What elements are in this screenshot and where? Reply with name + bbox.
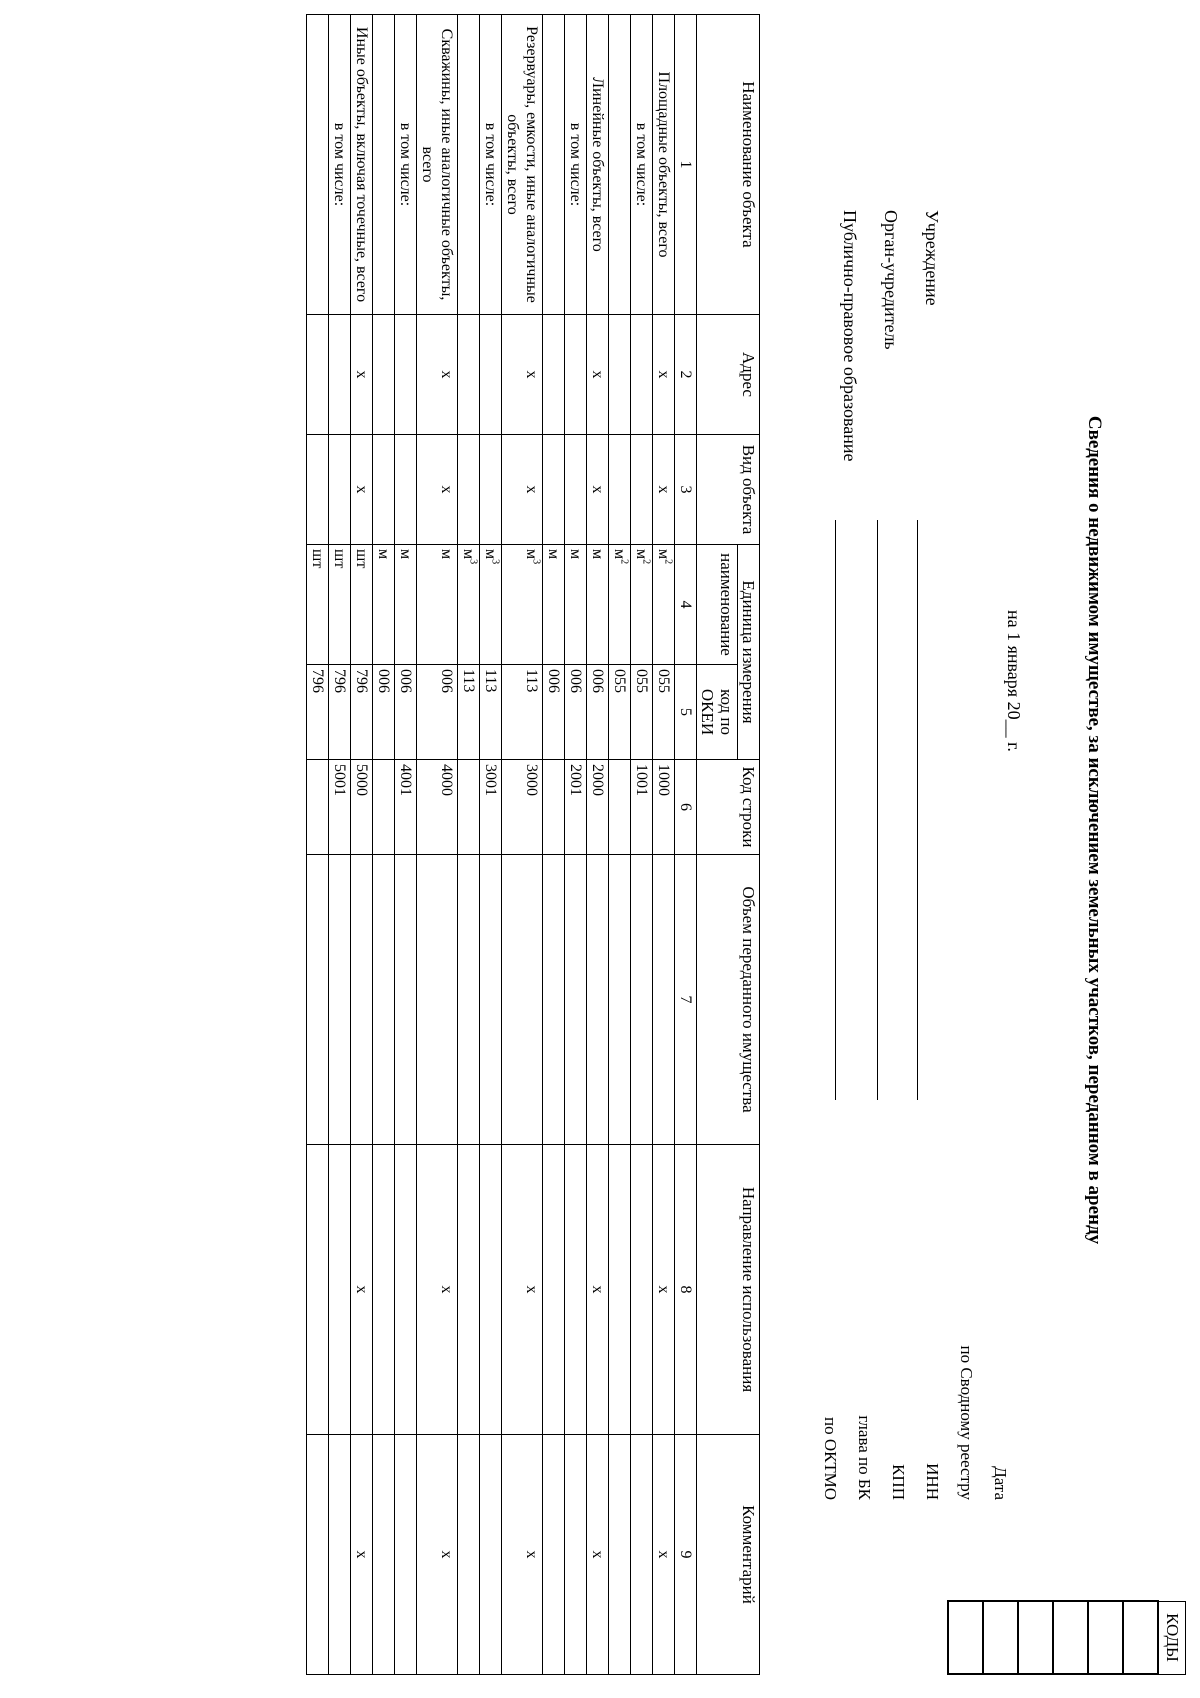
unit-superscript: 2 <box>640 559 652 565</box>
table-cell[interactable] <box>395 315 417 435</box>
table-cell[interactable] <box>395 435 417 545</box>
table-cell: 006 <box>543 665 565 760</box>
table-cell[interactable] <box>543 1435 565 1675</box>
table-cell: х <box>502 1145 543 1435</box>
table-row <box>307 15 329 1675</box>
table-cell[interactable] <box>307 1435 329 1675</box>
table-cell: в том числе: <box>329 15 351 315</box>
table-row <box>458 15 480 1675</box>
table-cell: 2000 <box>587 760 609 855</box>
th-okei: код по ОКЕИ <box>697 665 738 760</box>
table-cell: х <box>587 315 609 435</box>
table-cell: 796 <box>329 665 351 760</box>
founder-label: Орган-учредитель <box>881 210 901 350</box>
code-cell-bk[interactable] <box>983 1601 1018 1674</box>
table-cell: 055 <box>631 665 653 760</box>
table-cell[interactable] <box>458 15 480 315</box>
table-cell: х <box>653 435 675 545</box>
founder-field-line[interactable] <box>877 520 878 1100</box>
table-cell: 113 <box>502 665 543 760</box>
table-cell[interactable] <box>329 435 351 545</box>
th-name: Наименование объекта <box>697 15 760 315</box>
table-cell[interactable] <box>307 760 329 855</box>
table-cell: $м^3$ <box>458 545 480 665</box>
table-cell[interactable] <box>587 855 609 1145</box>
column-number: 6 <box>675 760 697 855</box>
table-cell: х <box>502 315 543 435</box>
table-cell: в том числе: <box>565 15 587 315</box>
table-cell: х <box>587 1145 609 1435</box>
table-cell: х <box>351 315 373 435</box>
table-cell: м <box>543 545 565 665</box>
column-number: 8 <box>675 1145 697 1435</box>
table-cell: х <box>502 435 543 545</box>
column-number-row <box>675 15 697 1675</box>
table-cell: м <box>373 545 395 665</box>
table-cell: 006 <box>587 665 609 760</box>
table-cell: 5001 <box>329 760 351 855</box>
table-cell: 796 <box>307 665 329 760</box>
table-cell[interactable] <box>458 1435 480 1675</box>
table-cell[interactable] <box>307 435 329 545</box>
table-cell[interactable] <box>373 855 395 1145</box>
table-cell[interactable] <box>565 1435 587 1675</box>
table-row <box>587 15 609 1675</box>
code-cell-inn[interactable] <box>1053 1601 1088 1674</box>
form-title: Сведения о недвижимом имуществе, за исключением земельных участков, переданном в аренду <box>1084 415 1105 1245</box>
table-cell[interactable] <box>543 435 565 545</box>
table-cell[interactable] <box>543 1145 565 1435</box>
table-cell[interactable] <box>480 1145 502 1435</box>
table-cell[interactable] <box>543 760 565 855</box>
table-cell: шт <box>307 545 329 665</box>
unit-superscript: 2 <box>618 559 630 565</box>
table-cell[interactable] <box>417 855 458 1145</box>
table-cell: 1001 <box>631 760 653 855</box>
table-cell[interactable] <box>565 1145 587 1435</box>
table-cell: 006 <box>565 665 587 760</box>
table-cell[interactable] <box>480 435 502 545</box>
table-cell: м <box>395 545 417 665</box>
table-cell[interactable] <box>609 315 631 435</box>
table-cell[interactable] <box>480 1435 502 1675</box>
table-cell: х <box>351 1145 373 1435</box>
codes-table <box>947 1600 1186 1675</box>
code-cell-kpp[interactable] <box>1018 1601 1053 1674</box>
table-cell[interactable] <box>373 315 395 435</box>
table-cell: х <box>587 435 609 545</box>
table-cell: 3000 <box>502 760 543 855</box>
table-cell: 055 <box>609 665 631 760</box>
table-cell[interactable] <box>458 1145 480 1435</box>
table-cell: 006 <box>417 665 458 760</box>
table-cell: х <box>653 315 675 435</box>
code-cell-oktmo[interactable] <box>948 1601 983 1674</box>
th-unit-name: наименование <box>697 545 738 665</box>
table-row <box>543 15 565 1675</box>
table-cell: х <box>502 1435 543 1675</box>
table-cell: х <box>417 1145 458 1435</box>
th-comment: Комментарий <box>697 1435 760 1675</box>
table-cell: м <box>565 545 587 665</box>
table-cell[interactable] <box>307 1145 329 1435</box>
table-cell: шт <box>351 545 373 665</box>
table-cell[interactable] <box>609 855 631 1145</box>
table-cell[interactable] <box>373 1145 395 1435</box>
th-type: Вид объекта <box>697 435 760 545</box>
table-cell: х <box>417 435 458 545</box>
table-cell: 055 <box>653 665 675 760</box>
table-cell[interactable] <box>502 855 543 1145</box>
table-row <box>653 15 675 1675</box>
table-cell: х <box>351 435 373 545</box>
table-cell[interactable] <box>565 315 587 435</box>
table-cell[interactable] <box>373 435 395 545</box>
table-cell[interactable] <box>480 315 502 435</box>
code-label-bk: глава по БК <box>855 1415 874 1500</box>
code-label-oktmo: по ОКТМО <box>821 1416 840 1500</box>
table-row <box>480 15 502 1675</box>
table-row <box>351 15 373 1675</box>
table-cell: м <box>587 545 609 665</box>
report-date: на 1 января 20__ г. <box>1004 610 1024 752</box>
table-cell: Резервуары, емкости, иные аналогичные объекты, всего <box>502 15 543 315</box>
column-number: 5 <box>675 665 697 760</box>
table-cell: 5000 <box>351 760 373 855</box>
table-cell: 006 <box>373 665 395 760</box>
table-cell[interactable] <box>631 1435 653 1675</box>
table-cell: Линейные объекты, всего <box>587 15 609 315</box>
table-cell[interactable] <box>543 855 565 1145</box>
table-cell[interactable] <box>395 1145 417 1435</box>
table-cell[interactable] <box>631 315 653 435</box>
table-cell[interactable] <box>631 435 653 545</box>
unit-superscript: 3 <box>489 559 501 565</box>
table-row <box>502 15 543 1675</box>
code-cell-registry[interactable] <box>1088 1601 1123 1674</box>
table-cell: Площадные объекты, всего <box>653 15 675 315</box>
table-cell: х <box>417 315 458 435</box>
table-cell: 4001 <box>395 760 417 855</box>
table-cell[interactable] <box>329 315 351 435</box>
th-direction: Направление использования <box>697 1145 760 1435</box>
column-number: 3 <box>675 435 697 545</box>
table-cell[interactable] <box>631 855 653 1145</box>
code-label-date: Дата <box>991 1466 1010 1500</box>
table-cell: 3001 <box>480 760 502 855</box>
table-cell: $м^3$ <box>480 545 502 665</box>
column-number: 4 <box>675 545 697 665</box>
table-cell[interactable] <box>631 1145 653 1435</box>
table-cell[interactable] <box>307 855 329 1145</box>
institution-label: Учреждение <box>922 210 942 306</box>
table-cell: $м^3$ <box>502 545 543 665</box>
table-cell: Иные объекты, включая точечные, всего <box>351 15 373 315</box>
table-cell: х <box>351 1435 373 1675</box>
table-cell: $м^2$ <box>609 545 631 665</box>
table-cell[interactable] <box>373 760 395 855</box>
table-cell: в том числе: <box>480 15 502 315</box>
table-cell[interactable] <box>458 760 480 855</box>
table-cell[interactable] <box>329 1145 351 1435</box>
table-cell: $м^2$ <box>631 545 653 665</box>
th-address: Адрес <box>697 315 760 435</box>
codes-header: КОДЫ <box>1158 1601 1186 1674</box>
table-cell[interactable] <box>329 855 351 1145</box>
table-cell: х <box>653 1435 675 1675</box>
table-cell: м <box>417 545 458 665</box>
table-cell[interactable] <box>609 435 631 545</box>
table-cell[interactable] <box>543 15 565 315</box>
column-number: 2 <box>675 315 697 435</box>
table-cell[interactable] <box>458 855 480 1145</box>
table-cell[interactable] <box>307 315 329 435</box>
table-cell[interactable] <box>458 315 480 435</box>
table-row <box>631 15 653 1675</box>
table-row <box>373 15 395 1675</box>
unit-superscript: 3 <box>467 559 479 565</box>
table-cell[interactable] <box>609 1435 631 1675</box>
unit-superscript: 2 <box>662 559 674 565</box>
table-cell[interactable] <box>373 1435 395 1675</box>
table-cell: в том числе: <box>631 15 653 315</box>
table-cell[interactable] <box>653 855 675 1145</box>
table-row <box>609 15 631 1675</box>
table-cell: шт <box>329 545 351 665</box>
table-cell: х <box>417 1435 458 1675</box>
property-table <box>306 14 760 1675</box>
table-row <box>417 15 458 1675</box>
table-cell[interactable] <box>458 435 480 545</box>
table-row <box>329 15 351 1675</box>
code-label-registry: по Сводному реестру <box>957 1345 976 1500</box>
table-cell[interactable] <box>395 1435 417 1675</box>
table-cell: $м^2$ <box>653 545 675 665</box>
table-cell: 2001 <box>565 760 587 855</box>
public-entity-label: Публично-правовое образование <box>840 210 860 462</box>
th-volume: Объем переданного имущества <box>697 855 760 1145</box>
table-cell[interactable] <box>609 1145 631 1435</box>
unit-superscript: 3 <box>530 559 542 565</box>
table-cell[interactable] <box>565 435 587 545</box>
table-cell: 113 <box>458 665 480 760</box>
table-cell: х <box>587 1435 609 1675</box>
table-cell[interactable] <box>480 855 502 1145</box>
column-number: 7 <box>675 855 697 1145</box>
table-body <box>307 15 697 1675</box>
table-cell[interactable] <box>609 760 631 855</box>
table-cell: 796 <box>351 665 373 760</box>
table-cell[interactable] <box>307 15 329 315</box>
table-cell[interactable] <box>395 855 417 1145</box>
table-cell[interactable] <box>329 1435 351 1675</box>
table-cell[interactable] <box>351 855 373 1145</box>
table-row <box>565 15 587 1675</box>
table-cell: в том числе: <box>395 15 417 315</box>
table-cell[interactable] <box>373 15 395 315</box>
code-label-kpp: КПП <box>889 1464 908 1500</box>
table-cell: 4000 <box>417 760 458 855</box>
public-entity-field-line[interactable] <box>835 520 836 1100</box>
table-cell: 1000 <box>653 760 675 855</box>
table-cell: Скважины, иные аналогичные объекты, всего <box>417 15 458 315</box>
table-cell: 113 <box>480 665 502 760</box>
table-cell[interactable] <box>543 315 565 435</box>
table-cell: 006 <box>395 665 417 760</box>
column-number: 1 <box>675 15 697 315</box>
column-number: 9 <box>675 1435 697 1675</box>
code-cell-date[interactable] <box>1123 1601 1158 1674</box>
table-cell: х <box>653 1145 675 1435</box>
code-label-inn: ИНН <box>923 1463 942 1500</box>
th-unit: Единица измерения <box>738 545 760 760</box>
institution-field-line[interactable] <box>917 520 918 1100</box>
table-cell[interactable] <box>565 855 587 1145</box>
table-cell[interactable] <box>609 15 631 315</box>
table-row <box>395 15 417 1675</box>
th-row-code: Код строки <box>697 760 760 855</box>
